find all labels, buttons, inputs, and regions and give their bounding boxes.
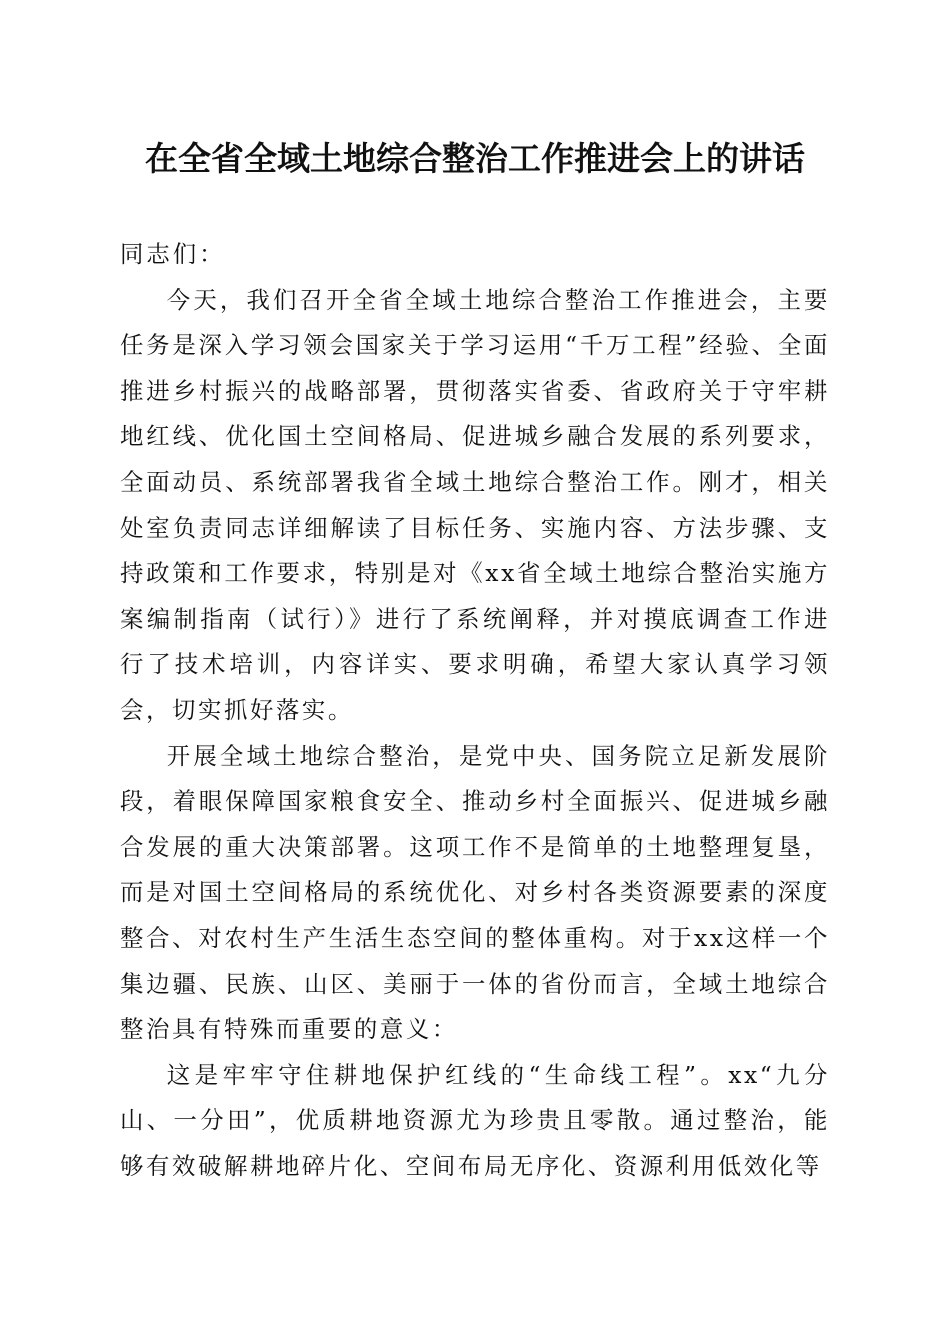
document-title: 在全省全域土地综合整治工作推进会上的讲话	[145, 139, 805, 178]
paragraph-2: 开展全域土地综合整治，是党中央、国务院立足新发展阶段，着眼保障国家粮食安全、推动乡村全面振兴、促进城乡融合发展的重大决策部署。这项工作不是简单的土地整理复垦，而是对国土空间格局的系统优化、对乡村各类资源要素的深度整合、对农村生产生活生态空间的整体重构。对于xx这样一个集边疆、民族、山区、美丽于一体的省份而言，全域土地综合整治具有特殊而重要的意义：	[120, 741, 830, 1044]
document-body	[120, 232, 830, 1189]
paragraph-1: 今天，我们召开全省全域土地综合整治工作推进会，主要任务是深入学习领会国家关于学习运用“千万工程”经验、全面推进乡村振兴的战略部署，贯彻落实省委、省政府关于守牢耕地红线、优化国土空间格局、促进城乡融合发展的系列要求，全面动员、系统部署我省全域土地综合整治工作。刚才，相关处室负责同志详细解读了目标任务、实施内容、方法步骤、支持政策和工作要求，特别是对《xx省全域土地综合整治实施方案编制指南（试行）》进行了系统阐释，并对摸底调查工作进行了技术培训，内容详实、要求明确，希望大家认真学习领会，切实抓好落实。	[120, 285, 830, 724]
salutation: 同志们：	[120, 240, 226, 268]
paragraph-3: 这是牢牢守住耕地保护红线的“生命线工程”。xx“九分山、一分田”，优质耕地资源尤为珍贵且零散。通过整治，能够有效破解耕地碎片化、空间布局无序化、资源利用低效化等	[120, 1060, 830, 1180]
